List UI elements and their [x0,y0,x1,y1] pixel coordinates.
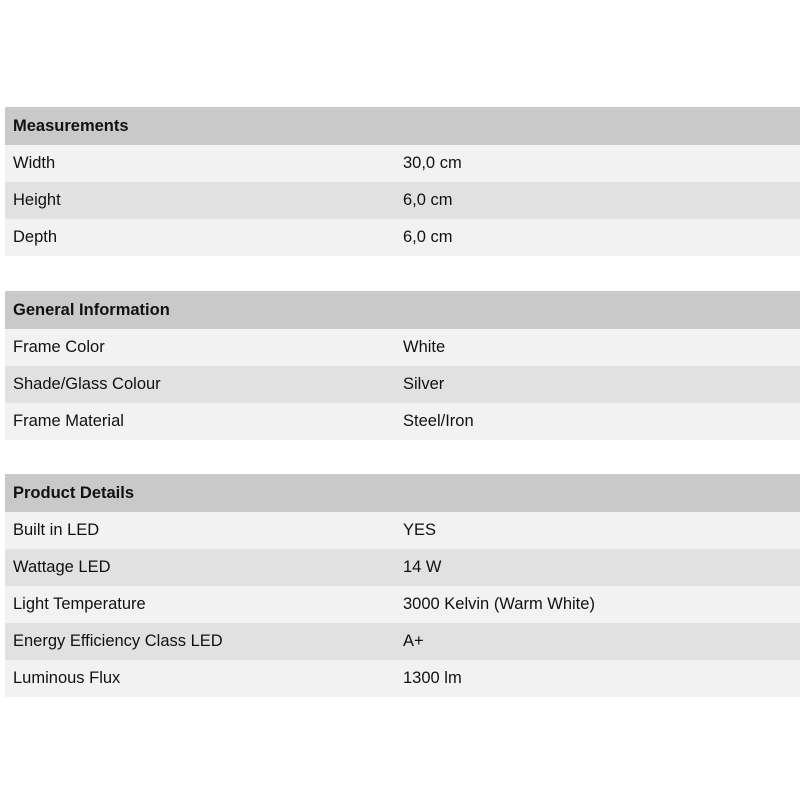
table-row [5,586,800,623]
table-row [5,366,800,403]
row-label: Wattage LED [13,558,111,576]
row-value: 30,0 cm [403,154,462,172]
row-label: Built in LED [13,521,100,539]
row-value: A+ [403,632,424,650]
table-row [5,145,800,182]
product-details-table [5,474,800,697]
row-label: Height [13,191,61,209]
table-row [5,182,800,219]
section-header: Product Details [5,474,800,512]
row-value: 3000 Kelvin (Warm White) [403,595,595,613]
table-row [5,512,800,549]
table-row [5,329,800,366]
row-value: 14 W [403,558,442,576]
row-label: Luminous Flux [13,669,121,687]
section-header: Measurements [5,107,800,145]
table-row [5,219,800,256]
row-value: White [403,338,446,356]
row-value: YES [403,521,437,539]
row-value: 6,0 cm [403,228,453,246]
row-label: Width [13,154,56,172]
row-label: Light Temperature [13,595,146,613]
row-label: Energy Efficiency Class LED [13,632,223,650]
row-label: Frame Color [13,338,105,356]
row-value: Silver [403,375,445,393]
row-value: 6,0 cm [403,191,453,209]
row-value: 1300 lm [403,669,462,687]
row-label: Depth [13,228,58,246]
table-row [5,623,800,660]
table-row [5,660,800,697]
row-label: Shade/Glass Colour [13,375,161,393]
general-information-table [5,291,800,440]
row-value: Steel/Iron [403,412,474,430]
section-header: General Information [5,291,800,329]
table-row [5,549,800,586]
row-label: Frame Material [13,412,124,430]
measurements-table [5,107,800,256]
table-row [5,403,800,440]
